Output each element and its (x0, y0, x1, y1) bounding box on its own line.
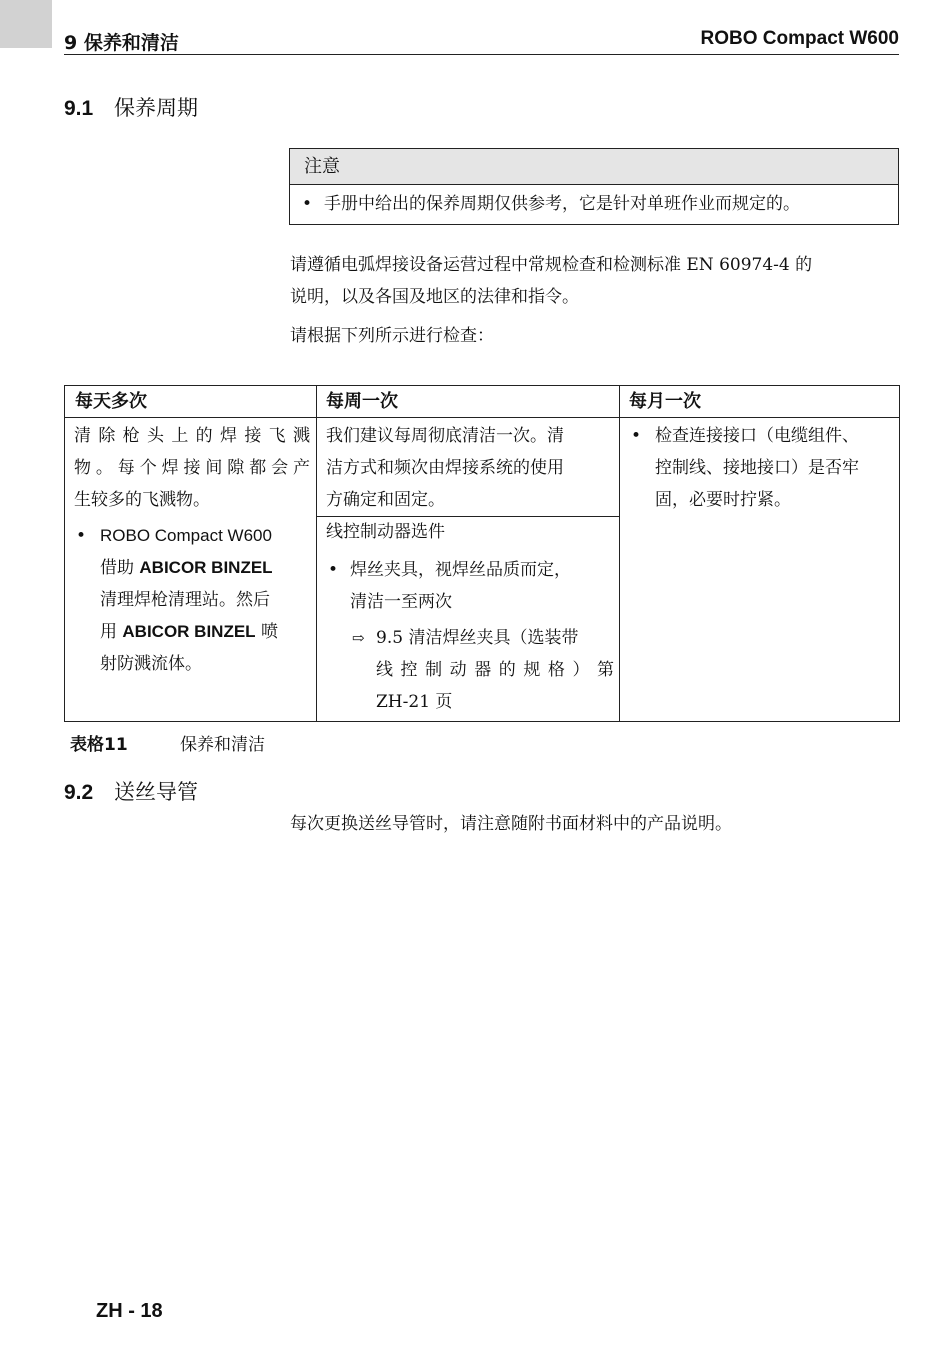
weekly-cell (326, 420, 616, 516)
bullet-icon: • (631, 426, 642, 446)
notice-item (290, 185, 898, 223)
monthly-line: 检查连接接口（电缆组件、 (655, 426, 859, 446)
reference-line: ZH-21 页 (376, 692, 453, 712)
daily-bullet (74, 520, 310, 680)
section-title-text: 送丝导管 (114, 780, 198, 804)
monthly-line: 固，必要时拧紧。 (655, 490, 791, 510)
header-daily: 每天多次 (75, 391, 147, 412)
bullet-icon: • (328, 560, 339, 580)
weekly-text-line: 我们建议每周彻底清洁一次。清 (326, 426, 564, 446)
notice-title: 注意 (290, 149, 898, 185)
page-header (64, 26, 899, 55)
daily-text-line: 生较多的飞溅物。 (74, 490, 210, 510)
option-bullet-line: 清洁一至两次 (350, 592, 452, 612)
intro-line: 请遵循电弧焊接设备运营过程中常规检查和检测标准 EN 60974-4 的 (290, 255, 813, 275)
notice-box (289, 148, 899, 225)
daily-bullet-line: 清理焊枪清理站。然后 (100, 590, 270, 610)
monthly-line: 控制线、接地接口）是否牢 (655, 458, 859, 478)
header-product: ROBO Compact W600 (700, 28, 899, 49)
bullet-icon: • (76, 526, 87, 546)
header-monthly: 每月一次 (629, 391, 701, 412)
daily-bullet-line (100, 616, 310, 648)
section-number: 9.1 (64, 97, 94, 120)
header-weekly: 每周一次 (326, 391, 398, 412)
daily-text-line: 物。每个焊接间隙都会产 (74, 458, 310, 478)
brand-name: ABICOR BINZEL (122, 622, 256, 641)
option-bullet-line: 焊丝夹具，视焊丝品质而定， (350, 560, 571, 580)
section-title-text: 保养周期 (114, 96, 198, 120)
section-9-1-title (64, 92, 198, 122)
bullet-icon: • (302, 194, 313, 214)
caption-label: 表格11 (70, 735, 128, 755)
text-fragment: 借助 (100, 558, 140, 578)
corner-tab (0, 0, 52, 48)
monthly-cell (629, 420, 897, 516)
section-9-2-paragraph: 每次更换送丝导管时，请注意随附书面材料中的产品说明。 (290, 814, 732, 834)
text-fragment: 用 (100, 622, 123, 642)
weekly-text-line: 洁方式和频次由焊接系统的使用 (326, 458, 564, 478)
daily-bullet-line: 射防溅流体。 (100, 654, 202, 674)
section-number: 9.2 (64, 781, 94, 804)
option-bullet (326, 554, 616, 718)
monthly-bullet (629, 420, 897, 516)
weekly-option-cell (326, 516, 616, 718)
daily-bullet-line (100, 552, 310, 584)
option-title: 线控制动器选件 (326, 522, 445, 542)
arrow-right-icon: ⇨ (352, 629, 365, 647)
header-section: 9 保养和清洁 (64, 32, 179, 54)
daily-bullet-line: ROBO Compact W600 (100, 526, 272, 545)
reference-line: 线控制动器的规格）第 (376, 660, 614, 680)
reference-line: 9.5 清洁焊丝夹具（选装带 (376, 628, 579, 648)
notice-text: 手册中给出的保养周期仅供参考，它是针对单班作业而规定的。 (324, 194, 800, 214)
section-9-2-title (64, 776, 198, 806)
daily-cell (74, 420, 310, 680)
intro-paragraph (290, 249, 902, 313)
cross-reference-link[interactable] (350, 622, 616, 718)
intro-line: 说明，以及各国及地区的法律和指令。 (290, 287, 579, 307)
brand-name: ABICOR BINZEL (139, 558, 273, 577)
caption-text: 保养和清洁 (180, 735, 265, 755)
check-instruction: 请根据下列所示进行检查： (290, 326, 494, 346)
page-number: ZH - 18 (96, 1300, 163, 1322)
maintenance-table (64, 385, 900, 722)
text-fragment: 喷 (255, 622, 278, 642)
daily-text-line: 清除枪头上的焊接飞溅 (74, 426, 310, 446)
table-caption (70, 730, 265, 755)
weekly-text-line: 方确定和固定。 (326, 490, 445, 510)
